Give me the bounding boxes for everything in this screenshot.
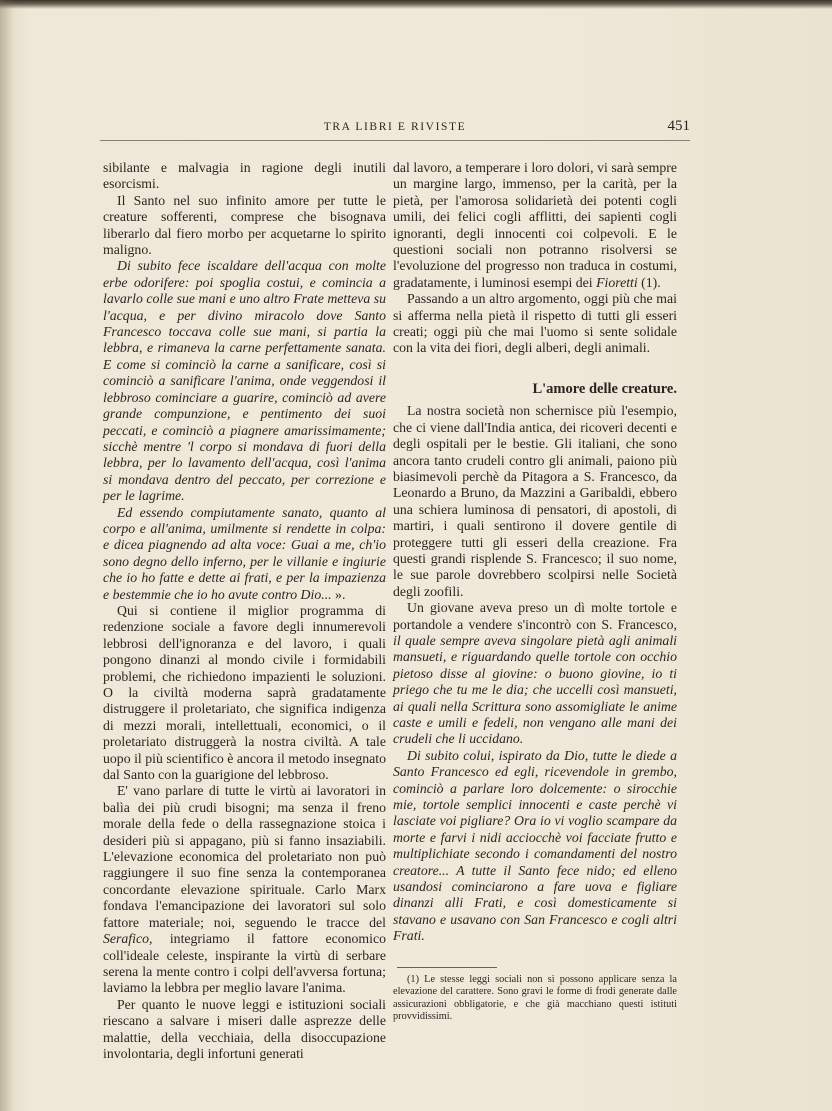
emphasis-text: Fioretti	[596, 274, 638, 290]
paragraph	[103, 997, 386, 1063]
paragraph: La nostra società non schernisce più l'esempio, che ci viene dall'India antica, dei ricoveri decenti e degli ospitali per le bestie. Gli italiani, che sono ancora tanto crudeli contro gli animali, paiono più biasimevoli perchè da Pitagora a S. Francesco, da Leonardo a Bruno, da Mazzini a Garibaldi, ebbero una schiera luminosa di pensatori, di apostoli, di martiri, i quali sentirono il dovere gentile di proteggere tutti gli esseri della creazione. Fra questi grandi risplende S. Francesco; il suo nome, le sue parole dovrebbero scolpirsi nelle Società degli zoofili.	[393, 403, 677, 599]
left-column	[103, 160, 386, 1062]
paragraph-text: dal lavoro, a temperare i loro dolori, vi sarà sempre un margine largo, immenso, per la carità, per la pietà, per l'amorosa solidarietà dei potenti cogli umili, dei felici cogli afflitti, dei sapienti cogli ignoranti, degli innocenti coi colpevoli. E le questioni sociali non potranno risolversi se l'evoluzione del progresso non traduca in costumi, gradatamente, i luminosi esempi dei	[393, 160, 677, 290]
quotation-text: Ed essendo compiutamente sanato, quanto al corpo e all'anima, umilmente si rendette in colpa: e dicea piagnendo ad alta voce: Guai a me, ch'io sono degno dello inferno, per le villanie e ingiurie che io ho fatte e dette ai frati, e per la impazienza e bestemmie che io ho avute contro Dio...	[103, 504, 386, 602]
quotation-text: Di subito fece iscaldare dell'acqua con molte erbe odorifere: poi spoglia costui, e comincia a lavarlo colle sue mani e uno altro Frate metteva su l'acqua, e per divino miracolo dove Santo Francesco toccava colle sue mani, si partia la lebbra, e rimaneva la carne perfettamente sanata. E come si cominciò la carne a sanificare, così si cominciò a sanificare l'anima, onde veggendosi il lebbroso cominciare a guarire, cominciò ad avere grande compunzione, e pentimento dei suoi peccati, e cominciò a piagnere amarissimamente; sicchè mentre 'l corpo si mondava di fuori della lebbra, per lo lavamento dell'acqua, così l'anima si mondava dentro del peccato, per correzione e per le lagrime.	[103, 258, 386, 504]
quotation-paragraph	[103, 258, 386, 504]
paragraph	[103, 193, 386, 259]
right-column	[393, 160, 677, 1024]
header-rule	[100, 140, 690, 141]
quotation-text: il quale sempre aveva singolare pietà agli animali mansueti, e riguardando quelle tortole con occhio pietoso disse al giovine: o buono giovine, io ti priego che tu me le dia; che uccelli così mansueti, ai quali nella Scrittura sono assomigliate le anime caste e umili e fedeli, non vengano alle mani dei crudeli che li uccidano.	[393, 632, 677, 747]
paragraph	[103, 603, 386, 783]
paragraph	[393, 160, 677, 291]
paragraph-text: Per quanto le nuove leggi e istituzioni sociali riescano a salvare i miseri dalle asprezze delle malattie, della vecchiaia, della disoccupazione involontaria, degli infortuni generati	[103, 996, 386, 1061]
paragraph	[393, 600, 677, 748]
quotation-paragraph: Di subito colui, ispirato da Dio, tutte le diede a Santo Francesco ed egli, ricevendole in grembo, cominciò a parlare loro dolcemente: o sirocchie mie, tortole semplici innocenti e caste perchè vi lasciate voi pigliare? Ora io vi voglio scampare da morte e farvi i nidi acciocchè voi facciate frutto e multiplichiate secondo i comandamenti del nostro creatore... A tutte il Santo fece nido; ed elleno usandosi cominciarono a fare uova e figliare dinanzi alli Frati, e così domesticamente si stavano e usavano con San Francesco e cogli altri Frati.	[393, 747, 677, 944]
running-head	[100, 117, 690, 141]
paragraph-text: integriamo il fattore economico coll'ideale celeste, inspirante la virtù di serbare serena la mente contro i colpi dell'avversa fortuna; laviamo la lebbra per meglio lavare l'anima.	[103, 931, 386, 996]
quotation-paragraph	[103, 505, 386, 603]
section-heading: L'amore delle creature.	[532, 380, 677, 397]
paragraph-text: Un giovane aveva preso un dì molte tortole e portandole a vendere s'incontrò con S. Francesco,	[393, 600, 677, 632]
paragraph-text: Qui si contiene il miglior programma di redenzione sociale a favore degli innumerevoli lebbrosi dell'ignoranza e del lavoro, i quali pongono dinanzi al mondo civile i formidabili problemi, che richiedono impazienti le soluzioni. O la civiltà moderna saprà gradatamente distruggere il proletariato, che significa indigenza di mezzi morali, intellettuali, economici, o il proletariato distruggerà la nostra civiltà. A tale uopo il più scientifico è ancora il metodo insegnato dal Santo con la guarigione del lebbroso.	[103, 602, 386, 783]
quotation-close: ».	[331, 586, 346, 602]
paragraph-text: sibilante e malvagia in ragione degli inutili esorcismi.	[103, 160, 386, 192]
page-number: 451	[667, 118, 690, 134]
paragraph	[103, 160, 386, 193]
paragraph: Passando a un altro argomento, oggi più che mai si afferma nella pietà il rispetto di tutti gli esseri creati; oggi più che mai l'uomo si sente solidale con la vita dei fiori, degli alberi, degli animali.	[393, 291, 677, 356]
paragraph-text: Il Santo nel suo infinito amore per tutte le creature sofferenti, comprese che bisognava liberarlo dal fiero morbo per acquetarne lo spirito maligno.	[103, 192, 386, 258]
gutter-shadow	[0, 0, 14, 1111]
footnote-reference: (1).	[637, 274, 661, 290]
footnote-rule	[397, 967, 497, 968]
running-title: TRA LIBRI E RIVISTE	[323, 121, 467, 133]
emphasis-text: Serafico,	[103, 931, 153, 947]
footnote: (1) Le stesse leggi sociali non si possono applicare senza la elevazione del carattere. Sono gravi le forme di frodi generate dalle assicurazioni obbligatorie, e che già macchiano questi istituti provvidissimi.	[393, 973, 677, 1023]
paragraph	[103, 783, 386, 996]
paragraph-text: E' vano parlare di tutte le virtù ai lavoratori in balìa dei più crudi bisogni; ma senza il freno morale della fede o della rassegnazione stoica i desideri più si appagano, più si fanno insaziabili. L'elevazione economica del proletariato non può raggiungere il suo fine senza la contemporanea concordante elevazione spirituale. Carlo Marx fondava l'emancipazione dei lavoratori sul solo fattore materiale; noi, seguendo le tracce del	[103, 783, 386, 930]
scan-top-edge	[0, 0, 832, 9]
